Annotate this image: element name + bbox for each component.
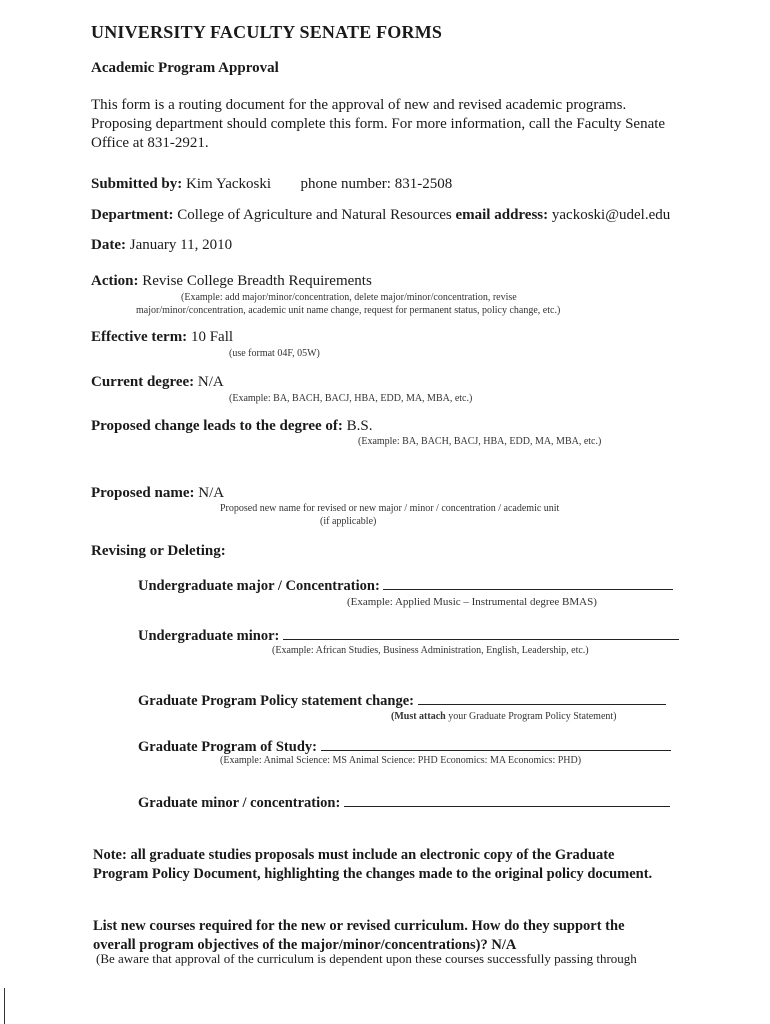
proposed-degree-value: B.S.: [346, 418, 373, 434]
date-label: Date:: [91, 237, 126, 253]
ug-major-hint: (Example: Applied Music – Instrumental degree BMAS): [347, 596, 597, 608]
submitted-by-row: [91, 176, 452, 193]
intro-line-2: Proposing department should complete this form. For more information, call the Faculty Senate: [91, 116, 666, 132]
grad-minor-row: [138, 794, 670, 812]
courses-question-line-1: List new courses required for the new or revised curriculum. How do they support the: [93, 918, 625, 934]
date-row: [91, 237, 232, 254]
action-example-2: major/minor/concentration, academic unit name change, request for permanent status, policy change, etc.): [136, 305, 561, 316]
proposed-name-row: [91, 485, 224, 502]
phone-value: 831-2508: [394, 176, 453, 192]
ug-major-row: [138, 577, 673, 595]
email-value: yackoski@udel.edu: [551, 207, 671, 223]
grad-policy-hint: [391, 711, 617, 722]
grad-policy-field[interactable]: [418, 692, 666, 705]
effective-term-row: [91, 329, 233, 346]
courses-question: [93, 917, 713, 955]
proposed-name-hint-1: Proposed new name for revised or new major / minor / concentration / academic unit: [220, 503, 560, 514]
graduate-note: [93, 846, 713, 884]
proposed-degree-label: Proposed change leads to the degree of:: [91, 418, 343, 434]
proposed-name-value: N/A: [198, 485, 225, 501]
submitted-by-label: Submitted by:: [91, 176, 183, 192]
grad-policy-row: [138, 692, 666, 710]
effective-term-hint: (use format 04F, 05W): [229, 348, 320, 359]
ug-minor-label: Undergraduate minor:: [138, 628, 280, 644]
graduate-note-line-1: Note: all graduate studies proposals must include an electronic copy of the Graduate: [93, 847, 615, 863]
form-title: UNIVERSITY FACULTY SENATE FORMS: [91, 22, 443, 42]
revising-heading: Revising or Deleting:: [91, 543, 226, 559]
intro-line-3: Office at 831-2921.: [91, 135, 209, 151]
ug-major-field[interactable]: [383, 577, 673, 590]
effective-term-label: Effective term:: [91, 329, 188, 345]
proposed-name-hint-2: (if applicable): [320, 516, 377, 527]
grad-policy-label: Graduate Program Policy statement change:: [138, 693, 414, 709]
graduate-note-line-2: Program Policy Document, highlighting the changes made to the original policy document.: [93, 866, 653, 882]
intro-paragraph: [91, 96, 711, 153]
ug-major-label: Undergraduate major / Concentration:: [138, 578, 380, 594]
grad-policy-hint-bold: (Must attach: [391, 711, 446, 722]
proposed-name-label: Proposed name:: [91, 485, 195, 501]
action-value: Revise College Breadth Requirements: [142, 273, 372, 289]
ug-minor-hint: (Example: African Studies, Business Administration, English, Leadership, etc.): [272, 645, 589, 656]
proposed-degree-row: [91, 418, 373, 435]
date-value: January 11, 2010: [129, 237, 233, 253]
current-degree-hint: (Example: BA, BACH, BACJ, HBA, EDD, MA, MBA, etc.): [229, 393, 473, 404]
grad-study-hint: (Example: Animal Science: MS Animal Science: PHD Economics: MA Economics: PHD): [220, 755, 582, 766]
department-label: Department:: [91, 207, 174, 223]
effective-term-value: 10 Fall: [190, 329, 234, 345]
department-value: College of Agriculture and Natural Resources: [177, 207, 452, 223]
grad-policy-hint-rest: your Graduate Program Policy Statement): [445, 711, 617, 722]
form-subtitle: Academic Program Approval: [91, 60, 279, 76]
email-label: email address:: [455, 207, 549, 223]
courses-question-line-2-text: overall program objectives of the major/minor/concentrations)?: [93, 937, 488, 953]
current-degree-row: [91, 374, 224, 391]
action-label: Action:: [91, 273, 139, 289]
grad-minor-label: Graduate minor / concentration:: [138, 795, 341, 811]
action-row: [91, 273, 372, 290]
grad-study-label: Graduate Program of Study:: [138, 739, 317, 755]
scan-margin-mark: [4, 988, 5, 1024]
grad-study-field[interactable]: [321, 738, 671, 751]
intro-line-1: This form is a routing document for the approval of new and revised academic programs.: [91, 97, 627, 113]
action-example-1: (Example: add major/minor/concentration, delete major/minor/concentration, revise: [181, 292, 517, 303]
submitted-by-value: Kim Yackoski: [186, 176, 272, 192]
current-degree-value: N/A: [197, 374, 224, 390]
ug-minor-row: [138, 627, 679, 645]
grad-study-row: [138, 738, 671, 756]
phone-label: phone number:: [300, 176, 391, 192]
proposed-degree-hint: (Example: BA, BACH, BACJ, HBA, EDD, MA, MBA, etc.): [358, 436, 602, 447]
grad-minor-field[interactable]: [344, 794, 670, 807]
current-degree-label: Current degree:: [91, 374, 195, 390]
department-row: [91, 207, 670, 224]
courses-answer: N/A: [491, 937, 517, 953]
courses-disclaimer: (Be aware that approval of the curriculum is dependent upon these courses successfully passing through: [96, 951, 637, 966]
ug-minor-field[interactable]: [283, 627, 679, 640]
